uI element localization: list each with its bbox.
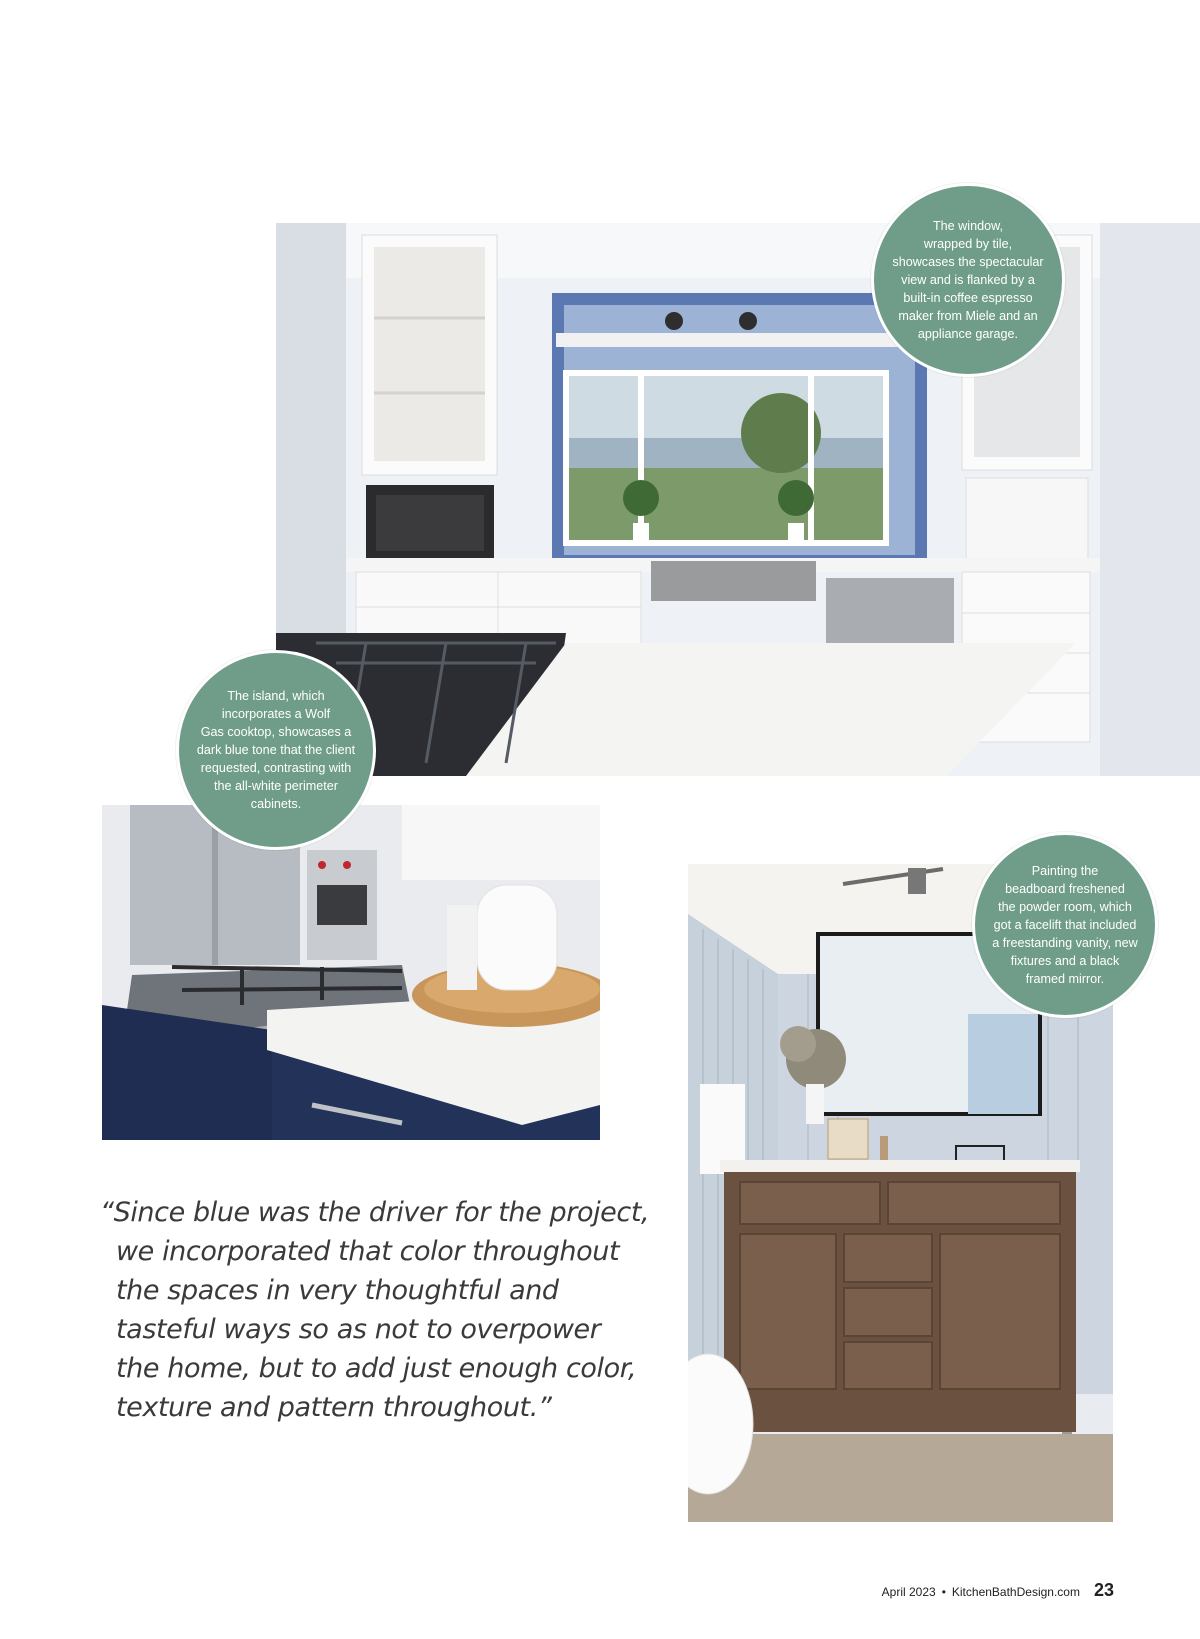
pull-quote-line: the spaces in very thoughtful and <box>116 1275 559 1306</box>
caption-window-text: The window, wrapped by tile, showcases the spectacular view and is flanked by a built-in coffee espresso maker from Miele and an appliance garage. <box>892 219 1044 341</box>
website-link[interactable]: KitchenBathDesign.com <box>951 1585 1080 1599</box>
caption-island-bubble <box>176 650 376 850</box>
footer-separator: • <box>941 1585 946 1599</box>
pull-quote <box>100 1193 650 1427</box>
caption-window-bubble <box>871 183 1065 377</box>
caption-powder-bubble <box>972 832 1158 1018</box>
page-footer <box>882 1580 1114 1601</box>
pull-quote-line: “Since blue was the driver for the project, <box>100 1197 650 1228</box>
issue-date: April 2023 <box>881 1585 936 1599</box>
caption-powder-text: Painting the beadboard freshened the powder room, which got a facelift that included a freestanding vanity, new fixtures and a black framed mirror. <box>992 864 1138 986</box>
pull-quote-line: tasteful ways so as not to overpower <box>116 1314 601 1345</box>
pull-quote-line: texture and pattern throughout.” <box>116 1392 552 1423</box>
pull-quote-line: we incorporated that color throughout <box>116 1236 620 1267</box>
island-photo <box>102 805 600 1140</box>
caption-island-text: The island, which incorporates a Wolf Gas cooktop, showcases a dark blue tone that the client requested, contrasting with the all-white perimeter cabinets. <box>196 689 356 811</box>
page-number: 23 <box>1093 1580 1114 1600</box>
pull-quote-line: the home, but to add just enough color, <box>116 1353 637 1384</box>
